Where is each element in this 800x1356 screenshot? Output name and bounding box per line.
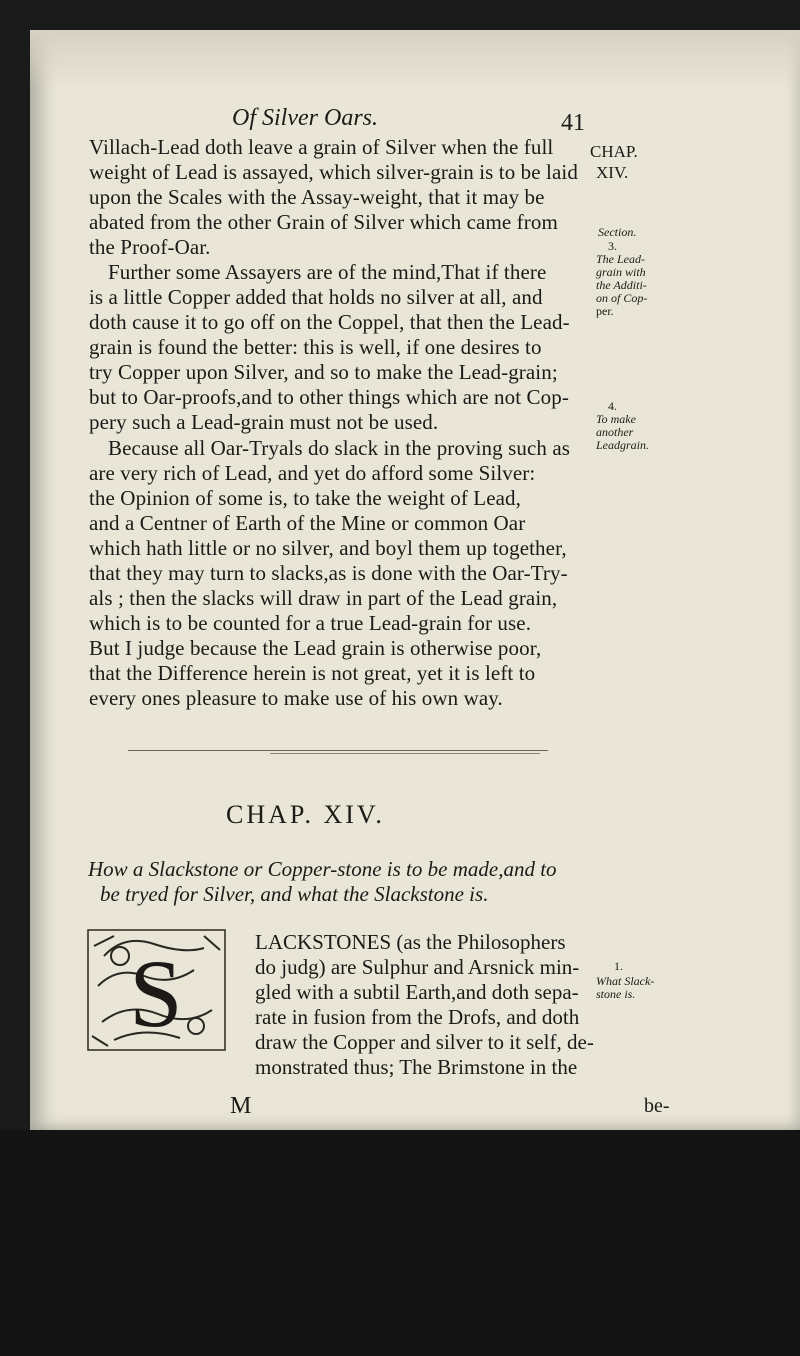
text-line: try Copper upon Silver, and so to make the Lead-grain; <box>89 360 558 384</box>
text-line: doth cause it to go off on the Coppel, that then the Lead- <box>89 310 570 334</box>
margin-note-line: grain with <box>596 265 646 279</box>
text-line: which is to be counted for a true Lead-grain for use. <box>89 611 532 635</box>
text-line: and a Centner of Earth of the Mine or common Oar <box>89 511 526 535</box>
text-line: the Opinion of some is, to take the weight of Lead, <box>89 486 522 510</box>
margin-note-line: The Lead- <box>596 252 645 266</box>
text-line: gled with a subtil Earth,and doth sepa- <box>255 980 579 1004</box>
text-line: are very rich of Lead, and yet do afford some Silver: <box>89 461 536 485</box>
text-line: draw the Copper and silver to it self, de- <box>255 1030 594 1054</box>
initial-letter: S <box>129 940 183 1047</box>
text-line: als ; then the slacks will draw in part of the Lead grain, <box>89 586 558 610</box>
margin-section-number: 4. <box>608 399 617 413</box>
margin-note-line: on of Cop- <box>596 291 648 305</box>
margin-chap-label: CHAP. <box>590 142 638 161</box>
margin-note-line: Leadgrain. <box>596 438 650 452</box>
text-line: rate in fusion from the Drofs, and doth <box>255 1005 580 1029</box>
signature-mark: M <box>230 1093 252 1119</box>
section-divider-fine <box>270 753 540 754</box>
margin-section-label: Section. <box>598 225 637 239</box>
text-line: weight of Lead is assayed, which silver-grain is to be laid <box>89 160 578 184</box>
text-line: monstrated thus; The Brimstone in the <box>255 1055 578 1079</box>
text-line: the Proof-Oar. <box>89 235 211 259</box>
margin-chap-number: XIV. <box>596 163 629 182</box>
chapter-title-line: be tryed for Silver, and what the Slackstone is. <box>100 882 489 906</box>
text-line: But I judge because the Lead grain is otherwise poor, <box>89 636 542 660</box>
margin-note-line: What Slack- <box>596 974 655 988</box>
chapter-heading: CHAP. XIV. <box>226 800 385 829</box>
text-line: is a little Copper added that holds no silver at all, and <box>89 285 543 309</box>
text-line: Villach-Lead doth leave a grain of Silver when the full <box>89 135 554 159</box>
margin-note-line: To make <box>596 412 636 426</box>
text-line: Further some Assayers are of the mind,That if there <box>108 260 547 284</box>
text-line: but to Oar-proofs,and to other things which are not Cop- <box>89 385 569 409</box>
text-line: grain is found the better: this is well, if one desires to <box>89 335 542 359</box>
page-number: 41 <box>561 110 585 136</box>
margin-note-line: another <box>596 425 634 439</box>
text-line: pery such a Lead-grain must not be used. <box>89 410 439 434</box>
margin-section-number: 3. <box>608 239 617 253</box>
text-line: LACKSTONES (as the Philosophers <box>255 930 566 954</box>
text-line: every ones pleasure to make use of his own way. <box>89 686 503 710</box>
text-line: that the Difference herein is not great, yet it is left to <box>89 661 536 685</box>
decorated-initial-s <box>84 926 229 1054</box>
text-line: Because all Oar-Tryals do slack in the proving such as <box>108 436 571 460</box>
text-line: upon the Scales with the Assay-weight, that it may be <box>89 185 545 209</box>
margin-note-line: the Additi- <box>596 278 647 292</box>
text-line: which hath little or no silver, and boyl them up together, <box>89 536 567 560</box>
margin-note-line: per. <box>596 304 614 318</box>
running-title: Of Silver Oars. <box>232 105 378 131</box>
text-line: abated from the other Grain of Silver which came from <box>89 210 558 234</box>
text-line: that they may turn to slacks,as is done with the Oar-Try- <box>89 561 568 585</box>
text-line: do judg) are Sulphur and Arsnick min- <box>255 955 580 979</box>
scan-background <box>0 1130 800 1356</box>
catchword: be- <box>644 1095 670 1117</box>
margin-section-number: 1. <box>614 959 623 973</box>
section-divider <box>128 750 548 751</box>
margin-note-line: stone is. <box>596 987 636 1001</box>
chapter-title-line: How a Slackstone or Copper-stone is to be made,and to <box>88 857 557 881</box>
